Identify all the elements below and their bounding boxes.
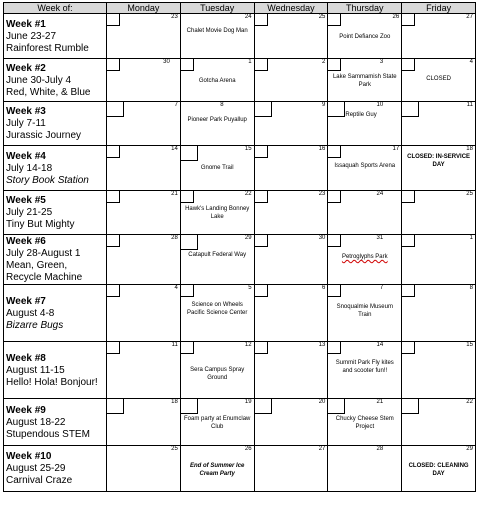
checkbox <box>328 285 341 297</box>
week-title: Week #5 <box>6 195 46 206</box>
week-theme: Red, White, & Blue <box>6 86 91 98</box>
checkbox <box>402 399 419 414</box>
day-number: 5 <box>248 285 252 291</box>
week-cell <box>4 146 107 191</box>
week-dates: July 7-11 <box>6 118 46 129</box>
checkbox <box>328 146 341 158</box>
week-theme: Rainforest Rumble <box>6 42 89 54</box>
day-cell <box>328 235 402 285</box>
week-cell <box>4 102 107 146</box>
day-number: 4 <box>174 285 178 291</box>
day-number: 24 <box>244 14 252 20</box>
day-cell <box>254 235 328 285</box>
day-event: Gotcha Arena <box>198 78 236 84</box>
day-number: 22 <box>466 399 473 405</box>
day-number: 23 <box>171 14 178 20</box>
checkbox <box>181 235 198 250</box>
day-event: Snoqualmie Museum Train <box>336 304 393 318</box>
day-cell <box>254 342 328 399</box>
week-title: Week #3 <box>6 106 46 117</box>
week-title: Week #9 <box>6 404 46 416</box>
checkbox <box>402 102 419 117</box>
day-cell <box>402 59 476 102</box>
day-number: 18 <box>466 146 473 152</box>
day-cell <box>328 342 402 399</box>
week-cell <box>4 59 107 102</box>
day-number: 26 <box>392 14 400 20</box>
header-thursday: Thursday <box>328 3 402 14</box>
day-cell <box>107 235 181 285</box>
day-number: 3 <box>379 59 384 65</box>
week-row <box>4 399 476 446</box>
day-cell <box>254 446 328 492</box>
day-event: Chalet Movie Dog Man <box>186 28 248 34</box>
day-cell <box>328 446 402 492</box>
day-number: 17 <box>392 146 400 152</box>
day-event: Catapult Federal Way <box>188 252 247 258</box>
day-cell <box>107 146 181 191</box>
day-number: 25 <box>171 446 178 452</box>
day-number: 6 <box>322 285 326 291</box>
day-number: 15 <box>244 146 252 152</box>
checkbox <box>402 285 415 297</box>
day-number: 30 <box>163 59 170 65</box>
day-event: Petroglyphs Park <box>341 254 388 260</box>
day-number: 20 <box>318 399 326 405</box>
day-cell <box>402 446 476 492</box>
day-cell <box>328 59 402 102</box>
week-theme: Story Book Station <box>6 174 89 186</box>
day-cell <box>254 191 328 235</box>
day-number: 8 <box>220 102 224 108</box>
checkbox <box>181 342 194 354</box>
day-number: 14 <box>376 342 384 348</box>
day-cell <box>180 59 254 102</box>
day-number: 15 <box>466 342 473 348</box>
day-cell <box>328 146 402 191</box>
week-cell <box>4 191 107 235</box>
day-number: 14 <box>171 146 178 152</box>
day-number: 26 <box>244 446 252 452</box>
week-title: Week #2 <box>6 62 46 74</box>
day-number: 30 <box>318 235 326 241</box>
day-event: Pioneer Park Puyallup <box>187 117 247 123</box>
day-cell <box>180 102 254 146</box>
checkbox <box>328 235 341 247</box>
day-cell <box>180 342 254 399</box>
checkbox <box>255 14 268 26</box>
day-cell <box>254 59 328 102</box>
week-row <box>4 342 476 399</box>
checkbox <box>255 102 272 117</box>
day-cell <box>180 191 254 235</box>
week-cell <box>4 285 107 342</box>
day-cell <box>107 59 181 102</box>
checkbox <box>107 102 124 117</box>
week-dates: July 14-18 <box>6 162 53 174</box>
checkbox <box>107 342 120 354</box>
header-row <box>4 3 476 14</box>
week-theme: Hello! Hola! Bonjour! <box>6 376 98 388</box>
day-event: End of Summer Ice Cream Party <box>190 463 245 477</box>
checkbox <box>107 59 120 71</box>
day-number: 31 <box>376 235 384 241</box>
day-number: 16 <box>318 146 326 152</box>
checkbox <box>107 191 120 203</box>
day-cell <box>328 399 402 446</box>
day-number: 9 <box>322 102 326 108</box>
week-cell <box>4 14 107 59</box>
week-cell <box>4 399 107 446</box>
day-cell <box>107 399 181 446</box>
checkbox <box>255 191 268 203</box>
day-cell <box>107 191 181 235</box>
checkbox <box>181 59 194 71</box>
day-cell <box>254 14 328 59</box>
week-theme: Mean, Green, Recycle Machine <box>6 260 83 283</box>
day-cell <box>107 102 181 146</box>
checkbox <box>181 146 198 161</box>
day-cell <box>402 102 476 146</box>
week-cell <box>4 342 107 399</box>
checkbox <box>402 59 415 71</box>
week-cell <box>4 446 107 492</box>
header-wednesday: Wednesday <box>254 3 328 14</box>
week-dates: July 28-August 1 <box>6 248 81 259</box>
checkbox <box>255 235 268 247</box>
day-number: 23 <box>318 191 326 197</box>
day-event: Sera Campus Spray Ground <box>190 367 245 381</box>
day-cell <box>180 146 254 191</box>
checkbox <box>107 146 120 158</box>
checkbox <box>255 59 268 71</box>
day-number: 7 <box>379 285 384 291</box>
day-cell <box>107 285 181 342</box>
day-event: Foam party at Enumclaw Club <box>184 416 251 430</box>
week-title: Week #10 <box>6 451 52 462</box>
day-cell <box>180 14 254 59</box>
day-event: CLOSED <box>426 76 451 82</box>
header-week-of: Week of: <box>4 3 107 14</box>
day-event: Point Defiance Zoo <box>339 34 391 40</box>
day-event: Gnome Trail <box>200 165 234 171</box>
day-number: 27 <box>318 446 326 452</box>
checkbox <box>328 191 341 203</box>
day-cell <box>180 399 254 446</box>
day-cell <box>254 285 328 342</box>
week-theme: Jurassic Journey <box>6 130 82 141</box>
day-cell <box>402 146 476 191</box>
day-cell <box>328 102 402 146</box>
week-row <box>4 59 476 102</box>
checkbox <box>328 14 341 26</box>
week-dates: August 11-15 <box>6 364 65 376</box>
day-number: 28 <box>171 235 178 241</box>
checkbox <box>255 146 268 158</box>
day-cell <box>328 285 402 342</box>
day-cell <box>107 14 181 59</box>
day-cell <box>402 285 476 342</box>
day-event: Reptile Guy <box>345 112 377 118</box>
week-title: Week #7 <box>6 295 46 307</box>
day-cell <box>402 14 476 59</box>
day-cell <box>254 399 328 446</box>
calendar-table <box>3 2 476 492</box>
week-theme: Carnival Craze <box>6 475 73 486</box>
week-dates: June 30-July 4 <box>6 74 72 86</box>
day-cell <box>402 342 476 399</box>
week-dates: August 25-29 <box>6 463 66 474</box>
checkbox <box>181 399 198 414</box>
checkbox <box>402 14 415 26</box>
day-event: Chucky Cheese Stem Project <box>335 416 394 430</box>
week-theme: Stupendous STEM <box>6 428 90 440</box>
week-row <box>4 14 476 59</box>
day-number: 25 <box>318 14 326 20</box>
day-number: 19 <box>244 399 252 405</box>
day-cell <box>328 14 402 59</box>
week-row <box>4 191 476 235</box>
header-tuesday: Tuesday <box>180 3 254 14</box>
checkbox <box>255 342 268 354</box>
day-number: 22 <box>244 191 252 197</box>
week-title: Week #8 <box>6 352 46 364</box>
day-number: 27 <box>466 14 473 20</box>
day-cell <box>107 446 181 492</box>
week-dates: June 23-27 <box>6 30 57 42</box>
day-number: 10 <box>376 102 384 108</box>
week-dates: August 18-22 <box>6 416 66 428</box>
week-row <box>4 235 476 285</box>
day-number: 1 <box>248 59 252 65</box>
day-number: 12 <box>244 342 252 348</box>
checkbox <box>402 235 415 247</box>
day-cell <box>328 191 402 235</box>
day-cell <box>180 285 254 342</box>
checkbox <box>255 399 272 414</box>
week-row <box>4 285 476 342</box>
week-row <box>4 146 476 191</box>
week-title: Week #6 <box>6 236 46 247</box>
day-cell <box>254 102 328 146</box>
day-event: Issaquah Sports Arena <box>334 163 396 169</box>
checkbox <box>328 59 341 71</box>
day-event: Lake Sammamish State Park <box>332 74 397 88</box>
checkbox <box>255 285 268 297</box>
week-theme: Tiny But Mighty <box>6 219 75 230</box>
week-row <box>4 446 476 492</box>
day-event: CLOSED: CLEANING DAY <box>408 463 469 477</box>
day-number: 28 <box>376 446 384 452</box>
day-number: 13 <box>318 342 326 348</box>
checkbox <box>181 191 194 203</box>
checkbox <box>328 342 341 354</box>
checkbox <box>181 285 194 297</box>
week-theme: Bizarre Bugs <box>6 319 64 331</box>
week-row <box>4 102 476 146</box>
checkbox <box>107 14 120 26</box>
day-number: 4 <box>469 59 473 65</box>
week-dates: August 4-8 <box>6 307 55 319</box>
checkbox <box>107 235 120 247</box>
checkbox <box>107 285 120 297</box>
day-number: 29 <box>466 446 473 452</box>
day-number: 29 <box>244 235 252 241</box>
day-cell <box>180 446 254 492</box>
day-event: Hawk's Landing Bonney Lake <box>185 206 250 220</box>
header-monday: Monday <box>107 3 181 14</box>
header-friday: Friday <box>402 3 476 14</box>
day-cell <box>402 399 476 446</box>
day-number: 21 <box>171 191 178 197</box>
day-event: Science on Wheels Pacific Science Center <box>187 302 248 316</box>
day-number: 1 <box>469 235 473 241</box>
week-title: Week #1 <box>6 18 46 30</box>
day-cell <box>402 235 476 285</box>
checkbox <box>402 191 415 203</box>
day-number: 11 <box>171 342 178 348</box>
week-title: Week #4 <box>6 150 46 162</box>
day-cell <box>107 342 181 399</box>
day-cell <box>180 235 254 285</box>
day-number: 2 <box>322 59 326 65</box>
day-number: 18 <box>171 399 178 405</box>
day-cell <box>254 146 328 191</box>
day-event: Summit Park Fly kites and scooter fun!! <box>335 360 394 374</box>
day-number: 24 <box>376 191 384 197</box>
day-number: 11 <box>466 102 473 108</box>
week-dates: July 21-25 <box>6 207 53 218</box>
checkbox <box>402 342 415 354</box>
day-number: 21 <box>376 399 384 405</box>
checkbox <box>328 399 345 414</box>
week-cell <box>4 235 107 285</box>
day-number: 25 <box>466 191 473 197</box>
checkbox <box>107 399 124 414</box>
day-number: 8 <box>469 285 473 291</box>
day-number: 7 <box>174 102 178 108</box>
day-cell <box>402 191 476 235</box>
day-event: CLOSED: IN-SERVICE DAY <box>407 154 471 168</box>
